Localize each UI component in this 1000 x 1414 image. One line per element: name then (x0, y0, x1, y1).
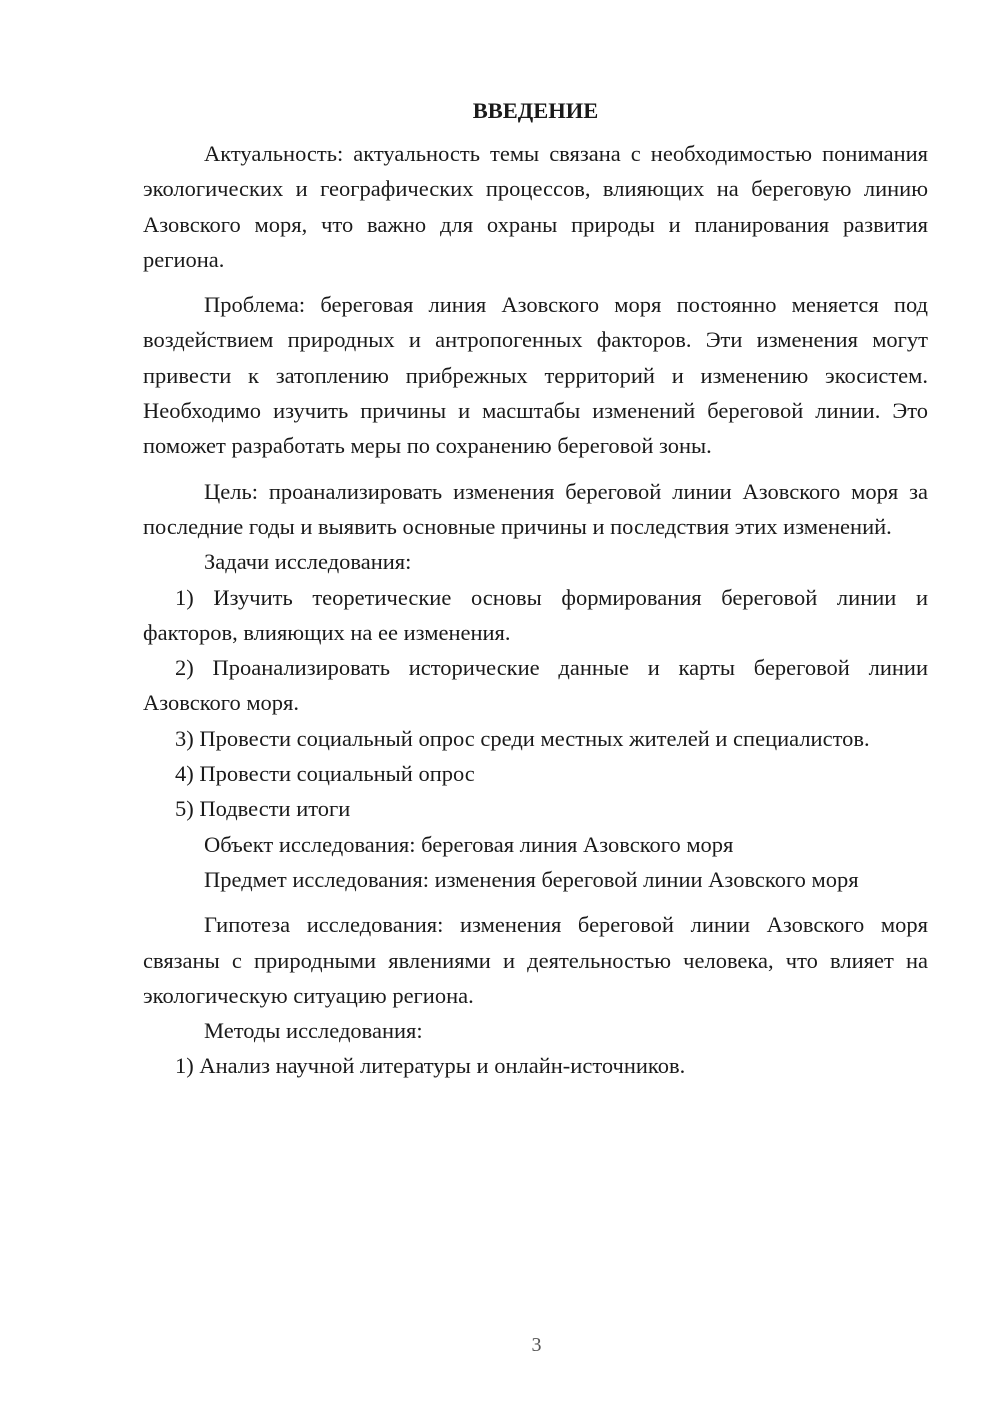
problem-paragraph: Проблема: береговая линия Азовского моря постоянно меняется под воздействием природных и антропогенных факторов. Эти изменения могут привести к затоплению прибрежных территорий и изменению экосистем. Необходимо изучить причины и масштабы изменений береговой линии. Это поможет разработать меры по сохранению береговой зоны. (143, 292, 928, 459)
task-item-3: 3) Провести социальный опрос среди местных жителей и специалистов. (175, 725, 870, 751)
tasks-heading: Задачи исследования: (204, 549, 412, 575)
page-number: 3 (531, 1334, 542, 1356)
method-item-1: 1) Анализ научной литературы и онлайн-источников. (175, 1053, 686, 1079)
hypothesis-paragraph: Гипотеза исследования: изменения береговой линии Азовского моря связаны с природными явлениями и деятельностью человека, что влияет на экологическую ситуацию региона. (143, 912, 928, 1008)
document-body (143, 96, 928, 1084)
task-item-2: 2) Проанализировать исторические данные и карты береговой линии Азовского моря. (143, 655, 928, 716)
task-item-4: 4) Провести социальный опрос (175, 761, 475, 787)
task-item-5: 5) Подвести итоги (175, 796, 351, 822)
section-title: ВВЕДЕНИЕ (472, 98, 599, 123)
goal-paragraph: Цель: проанализировать изменения береговой линии Азовского моря за последние годы и выявить основные причины и последствия этих изменений. (143, 478, 928, 539)
relevance-paragraph: Актуальность: актуальность темы связана с необходимостью понимания экологических и географических процессов, влияющих на береговую линию Азовского моря, что важно для охраны природы и планирования развития региона. (143, 141, 928, 272)
object-paragraph: Объект исследования: береговая линия Азовского моря (204, 831, 734, 857)
task-item-1: 1) Изучить теоретические основы формирования береговой линии и факторов, влияющих на ее изменения. (143, 584, 928, 645)
methods-heading: Методы исследования: (204, 1018, 423, 1044)
subject-paragraph: Предмет исследования: изменения береговой линии Азовского моря (204, 866, 859, 892)
